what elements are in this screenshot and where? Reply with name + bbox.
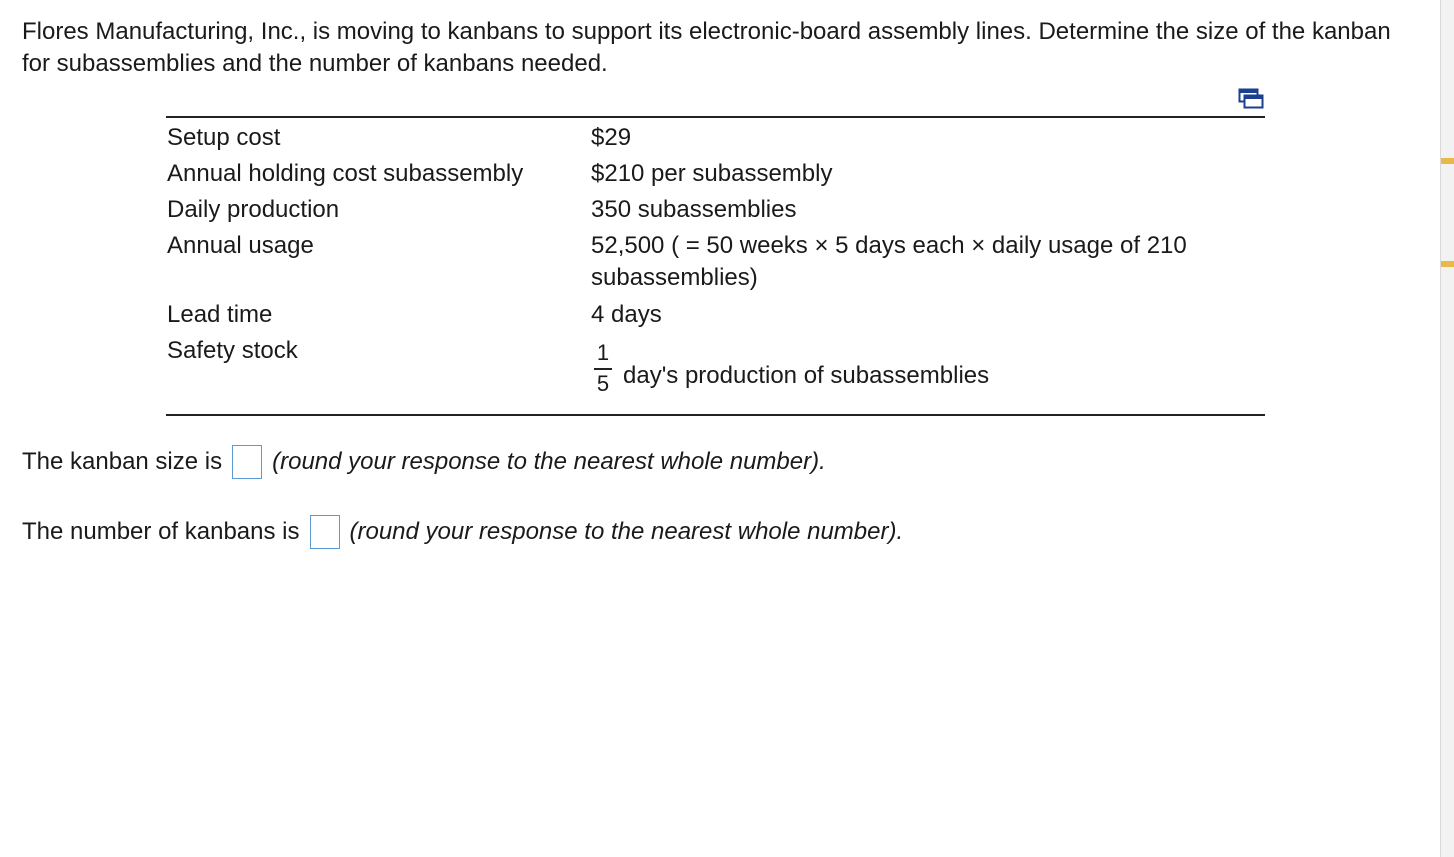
row-label-holding-cost: Annual holding cost subassembly: [167, 160, 524, 187]
problem-statement: Flores Manufacturing, Inc., is moving to kanbans to support its electronic-board assembly lines. Determine the size of the kanban for subassemblies and the number of kanbans needed.: [22, 18, 1391, 77]
num-kanbans-input[interactable]: [310, 515, 340, 549]
kanban-size-hint: (round your response to the nearest whole number).: [272, 448, 826, 475]
row-label-safety-stock: Safety stock: [167, 337, 298, 364]
row-label-annual-usage: Annual usage: [167, 232, 314, 259]
safety-stock-fraction: [591, 340, 615, 396]
data-table: [166, 116, 1265, 416]
row-value-lead-time: 4 days: [591, 301, 662, 328]
scroll-marker-1: [1441, 158, 1454, 164]
fraction-denominator: 5: [596, 371, 610, 396]
right-scrollbar[interactable]: [1440, 0, 1454, 857]
row-label-lead-time: Lead time: [167, 301, 273, 328]
row-value-holding-cost: $210 per subassembly: [591, 160, 833, 187]
num-kanbans-hint: (round your response to the nearest whole number).: [349, 518, 904, 545]
num-kanbans-prefix: The number of kanbans is: [22, 518, 300, 545]
row-label-daily-production: Daily production: [167, 196, 340, 223]
scroll-marker-2: [1441, 261, 1454, 267]
kanban-size-input[interactable]: [232, 445, 262, 479]
row-label-setup-cost: Setup cost: [167, 124, 281, 151]
row-value-annual-usage-line1: 52,500 ( = 50 weeks × 5 days each × daily usage of 210: [591, 232, 1187, 259]
row-value-setup-cost: $29: [591, 124, 632, 151]
copy-icon[interactable]: [1238, 88, 1264, 110]
fraction-bar: [594, 368, 612, 370]
row-value-daily-production: 350 subassemblies: [591, 196, 797, 223]
kanban-size-prefix: The kanban size is: [22, 448, 223, 475]
fraction-numerator: 1: [596, 340, 610, 365]
row-value-safety-stock: day's production of subassemblies: [623, 362, 990, 389]
kanban-size-question: [22, 445, 826, 479]
num-kanbans-question: [22, 515, 903, 549]
row-value-annual-usage-line2: subassemblies): [591, 264, 758, 291]
